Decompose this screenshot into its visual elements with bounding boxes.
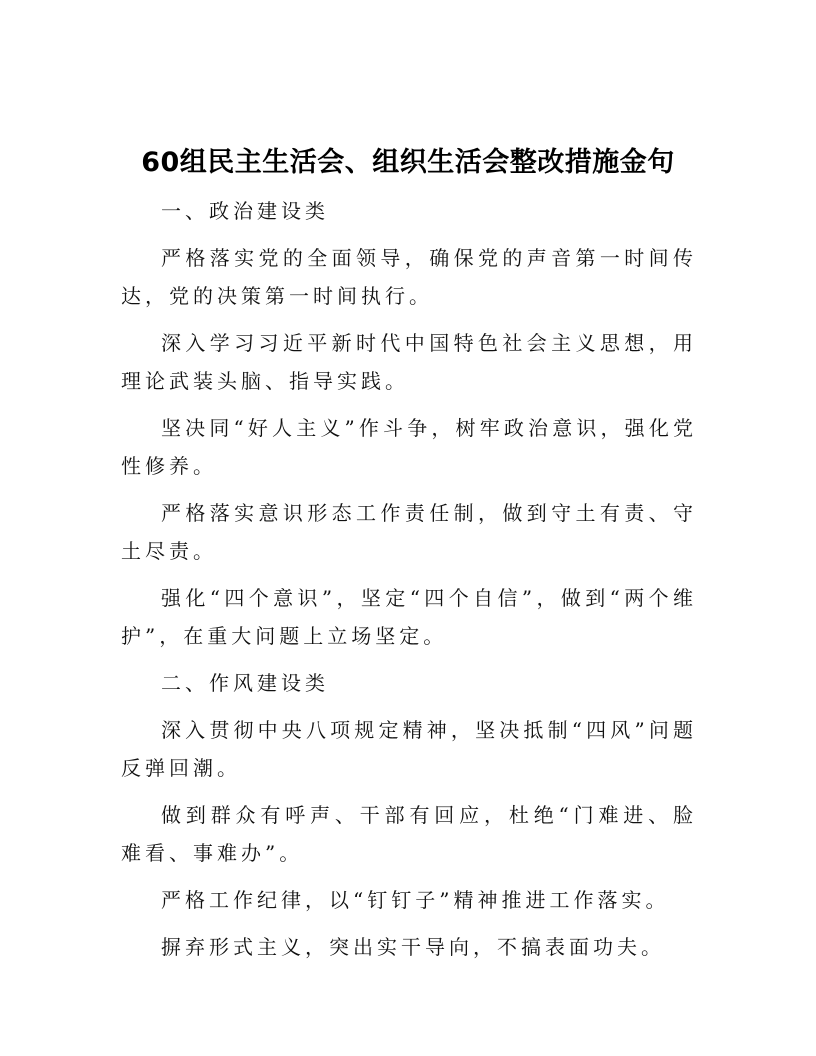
paragraph: 做到群众有呼声、干部有回应，杜绝“门难进、脸难看、事难办”。 [121, 803, 697, 865]
paragraph: 深入学习习近平新时代中国特色社会主义思想，用理论武装头脑、指导实践。 [121, 331, 697, 393]
paragraph: 深入贯彻中央八项规定精神，坚决抵制“四风”问题反弹回潮。 [121, 718, 697, 780]
document-title: 60组民主生活会、组织生活会整改措施金句 [141, 147, 675, 178]
document-body [121, 192, 697, 975]
paragraph: 摒弃形式主义，突出实干导向，不搞表面功夫。 [161, 935, 665, 959]
paragraph: 强化“四个意识”，坚定“四个自信”，做到“两个维护”，在重大问题上立场坚定。 [121, 586, 697, 648]
section-heading-political: 一、政治建设类 [161, 199, 329, 223]
section-heading-work-style: 二、作风建设类 [161, 671, 329, 695]
paragraph: 坚决同“好人主义”作斗争，树牢政治意识，强化党性修养。 [121, 416, 697, 478]
paragraph: 严格工作纪律，以“钉钉子”精神推进工作落实。 [161, 888, 670, 912]
paragraph: 严格落实意识形态工作责任制，做到守土有责、守土尽责。 [121, 501, 697, 563]
paragraph: 严格落实党的全面领导，确保党的声音第一时间传达，党的决策第一时间执行。 [121, 246, 697, 308]
